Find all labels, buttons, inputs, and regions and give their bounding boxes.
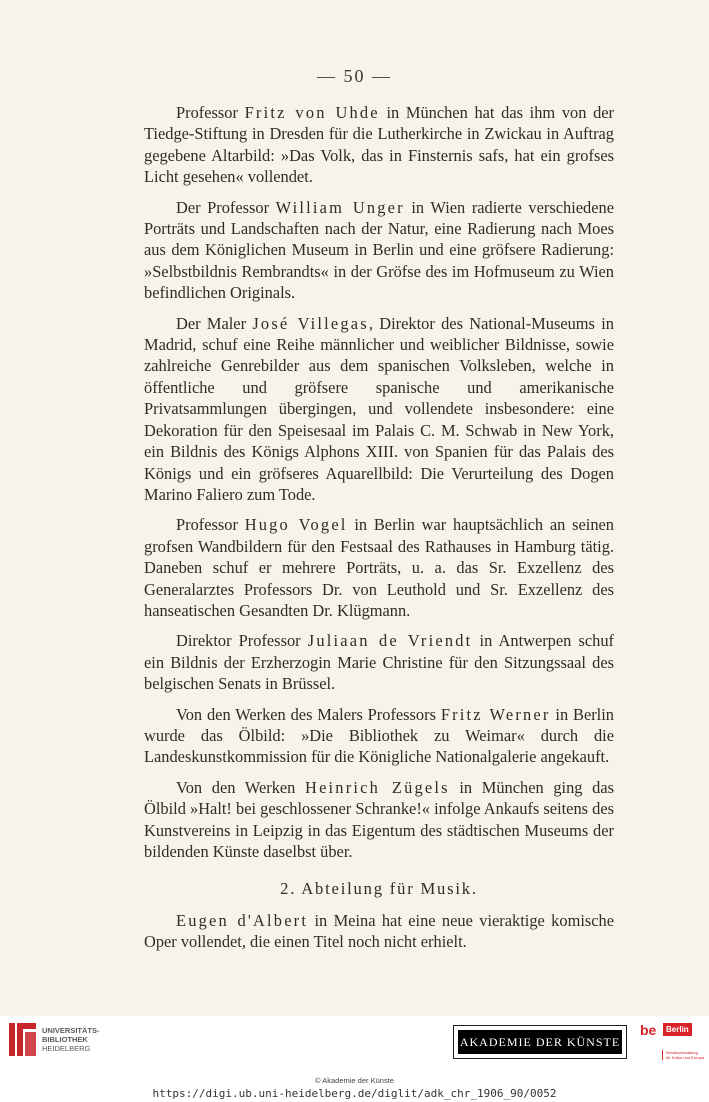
berlin-sub-line: für Kultur und Europa xyxy=(666,1055,705,1060)
paragraph-villegas xyxy=(144,313,614,506)
person-name: Eugen d'Albert xyxy=(176,910,309,930)
berlin-sub-line: Senatsverwaltung xyxy=(666,1050,698,1055)
text-run: Von den Werken des Malers Professors xyxy=(176,704,441,724)
page-number: — 50 — xyxy=(317,66,392,86)
person-name: Fritz von Uhde xyxy=(244,103,380,122)
ub-logo-text xyxy=(42,1026,100,1053)
berlin-senate-logo[interactable] xyxy=(640,1022,705,1072)
paragraph-albert xyxy=(144,910,614,953)
art-section xyxy=(144,102,614,862)
ub-line: BIBLIOTHEK xyxy=(42,1035,88,1044)
person-name: Juliaan de Vriendt xyxy=(307,631,473,651)
paragraph-vriendt xyxy=(144,630,614,694)
paragraph-werner xyxy=(144,704,614,768)
section-heading: 2. Abteilung für Musik. xyxy=(280,879,478,899)
paragraph-zuegel xyxy=(144,777,614,863)
adk-logo[interactable] xyxy=(453,1025,627,1059)
text-run: Professor xyxy=(176,515,245,535)
ub-emblem-icon xyxy=(8,1020,38,1058)
berlin-mark: be xyxy=(640,1022,657,1038)
text-run: in München hat das ihm von der Tiedge-Stiftung in Dresden für die Lutherkirche in Zwickau in Auftrag gegebene Altarbild: »Das Volk, das in Finsternis safs, hat ein grofses Licht gesehen« vollendet. xyxy=(144,103,614,187)
person-name: William Unger xyxy=(275,197,405,217)
person-name: Heinrich Zügels xyxy=(305,777,450,797)
berlin-badge: Berlin xyxy=(663,1023,692,1036)
person-name: Hugo Vogel xyxy=(244,515,348,535)
music-section xyxy=(144,910,614,953)
ub-line: HEIDELBERG xyxy=(42,1044,91,1053)
paragraph-vogel xyxy=(144,514,614,621)
text-run: Der Maler xyxy=(176,313,253,333)
ub-line: UNIVERSITÄTS- xyxy=(42,1026,100,1035)
paragraph-unger xyxy=(144,197,614,304)
text-run: in Antwerpen schuf ein Bildnis der Erzherzogin Marie Christine für den Sitzungssaal des belgischen Senats in Brüssel. xyxy=(144,631,615,694)
berlin-subtitle xyxy=(662,1050,706,1060)
text-run: in Berlin war hauptsächlich an seinen grofsen Wandbildern für den Festsaal des Rathauses in Hamburg tätig. Daneben schuf er mehrere Porträts, u. a. das Sr. Exzellenz des Generalarztes Professors Dr. von Leuthold und Sr. Exzellenz des hanseatischen Gesandten Dr. Klügmann. xyxy=(144,515,614,620)
text-run: in Berlin wurde das Ölbild: »Die Bibliothek zu Weimar« durch die Landeskunstkommission für die Königliche Nationalgalerie angekauft. xyxy=(144,704,614,767)
person-name: Fritz Werner xyxy=(440,704,551,724)
adk-label: AKADEMIE DER KÜNSTE xyxy=(458,1030,622,1054)
person-name: José Villegas xyxy=(252,313,369,333)
paragraph-uhde xyxy=(144,102,614,188)
document-body xyxy=(144,102,614,962)
text-run: Direktor Professor xyxy=(176,631,308,651)
text-run: Professor xyxy=(176,103,245,122)
text-run: in Wien radierte verschiedene Porträts und Landschaften nach der Natur, eine Radierung nach Moes aus dem Königlichen Museum in Berlin und eine gröfsere Radierung: »Selbstbildnis Rembrandts« in der Gröfse des im Hofmuseum zu Wien befindlichen Originals. xyxy=(144,197,614,303)
copyright-notice: © Akademie der Künste xyxy=(315,1076,394,1085)
text-run: Der Professor xyxy=(176,197,276,217)
ub-heidelberg-logo[interactable] xyxy=(8,1020,38,1063)
text-run: , Direktor des National-Museums in Madrid, schuf eine Reihe männlicher und weiblicher Bildnisse, sowie zahlreiche Genrebilder aus dem spanischen Volksleben, welche in öffentliche und gröfsere spanische und amerikanische Privatsammlungen übergingen, und vollendete insbesondere: eine Dekoration für den Speisesaal im Palais C. M. Schwab in New York, ein Bildnis des Königs Alphons XIII. von Spanien für das Palais des Königs und ein gröfseres Aquarellbild: Die Verurteilung des Dogen Marino Faliero zum Tode. xyxy=(144,313,614,504)
source-url-link[interactable]: https://digi.ub.uni-heidelberg.de/diglit/adk_chr_1906_90/0052 xyxy=(152,1087,557,1100)
text-run: in Meina hat eine neue vieraktige komische Oper vollendet, die einen Titel noch nicht erhielt. xyxy=(144,910,614,952)
text-run: Von den Werken xyxy=(176,777,306,797)
text-run: in München ging das Ölbild »Halt! bei geschlossener Schranke!« infolge Ankaufs seitens des Kunstvereins in Leipzig in das Eigentum des städtischen Museums der bildenden Künste daselbst über. xyxy=(144,777,614,861)
